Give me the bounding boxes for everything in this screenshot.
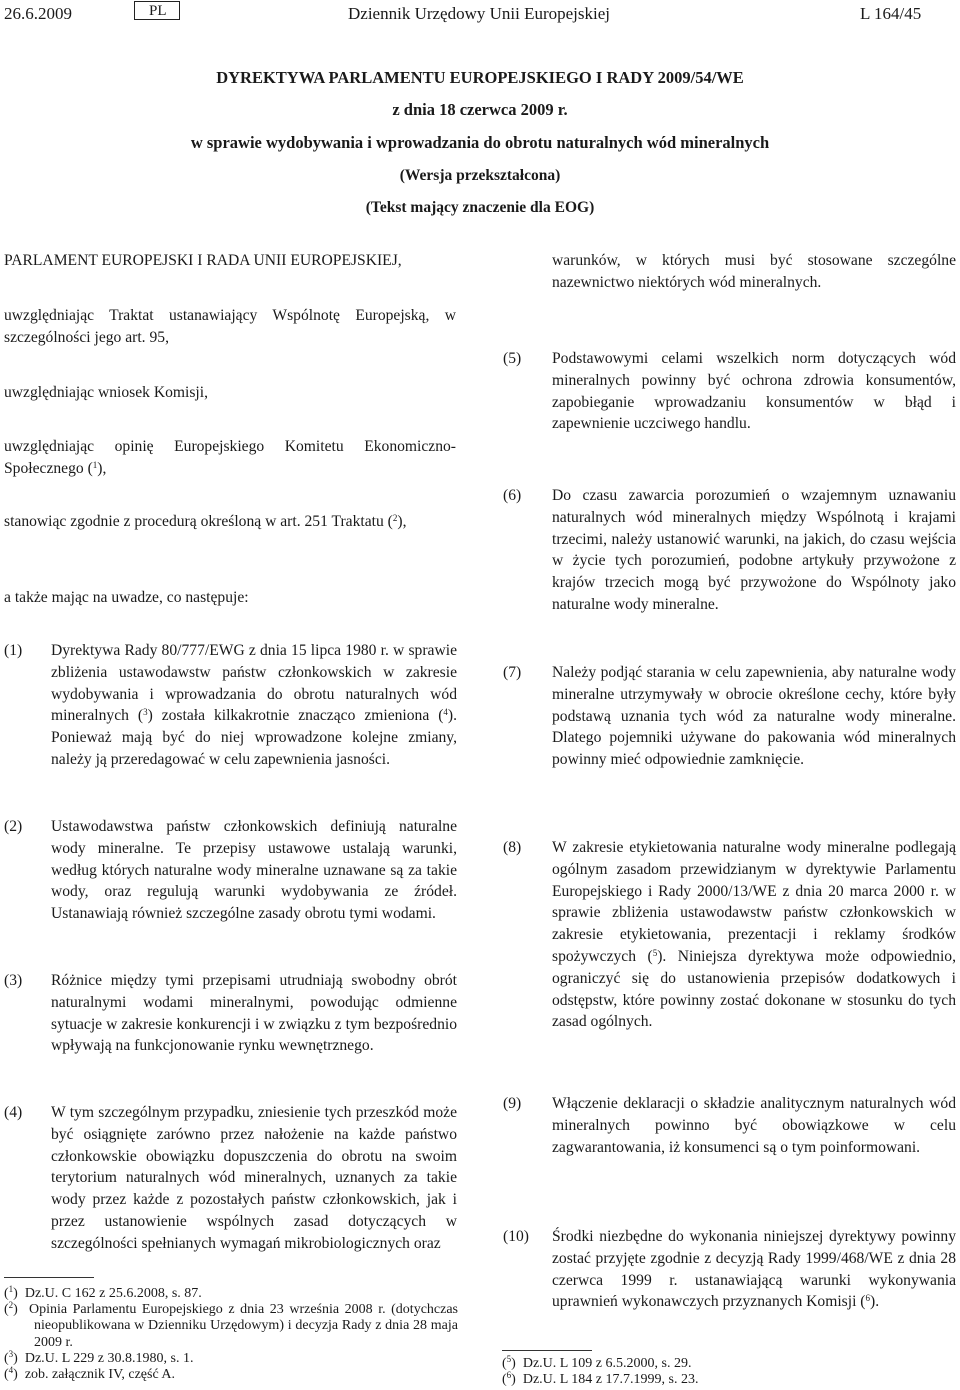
recital-continuation: warunków, w których musi być stosowane szczególne nazewnictwo niektórych wód mineralnych. xyxy=(552,252,956,291)
eea-note: (Tekst mający znaczenie dla EOG) xyxy=(365,199,595,216)
preamble-treaty: uwzględniając Traktat ustanawiający Wspólnotę Europejską, w szczególności jego art. 95, xyxy=(4,307,456,346)
directive-title: DYREKTYWA PARLAMENTU EUROPEJSKIEGO I RADY 2009/54/WE xyxy=(216,68,744,87)
recital-text: Do czasu zawarcia porozumień o wzajemnym uznawaniu naturalnych wód mineralnych między Wspólnotą i krajami trzecimi, należy ustanowić warunki, na jakich, do czasu wejścia w życie tych porozumień, podobne artykuły przywożone z krajów trzecich mogą być przywożone do Wspólnoty jako naturalne wody mineralne. xyxy=(552,487,956,613)
recital-text: W tym szczególnym przypadku, zniesienie tych przeszkód może być osiągnięte zarówno przez nałożenie na każde państwo członkowskie obowiązku dopuszczenia do obrotu na swoim terytorium naturalnych wód mineralnych, uznanych za takie wody przez każde z pozostałych państw członkowskich, jak i przez ustanowienie wspólnych zasad dotyczących w szczególności spełnianych wymagań mikrobiologicznych oraz xyxy=(51,1104,457,1252)
preamble-ecosoc: uwzględniając opinię Europejskiego Komitetu Ekonomiczno-Społecznego ($^1$), xyxy=(4,438,456,477)
footnote-ref[interactable]: 5 xyxy=(652,947,658,958)
footnote: ($^2$) Opinia Parlamentu Europejskiego z dnia 23 września 2008 r. (dotychczas nieopublikowana w Dzienniku Urzędowym) i decyzja Rady z dnia 28 maja 2009 r. xyxy=(4,1300,458,1350)
directive-subject: w sprawie wydobywania i wprowadzania do obrotu naturalnych wód mineralnych xyxy=(190,133,770,152)
footnote: ($^6$) Dz.U. L 184 z 17.7.1999, s. 23. xyxy=(502,1370,699,1388)
journal-title: Dziennik Urzędowy Unii Europejskiej xyxy=(348,4,611,23)
header-date: 26.6.2009 xyxy=(4,4,72,23)
footnote-ref[interactable]: 3 xyxy=(143,707,148,718)
recital-number: (9) xyxy=(503,1095,522,1112)
recital-number: (5) xyxy=(503,350,522,367)
recital-number: (3) xyxy=(4,972,23,989)
recital-number: (6) xyxy=(503,487,522,504)
recital-number: (7) xyxy=(503,664,522,681)
recital-text: Podstawowymi celami wszelkich norm dotyczących wód mineralnych powinny być ochrona zdrowia konsumentów, zapobieganie wprowadzaniu konsumentów w błąd i zapewnienie uczciwego handlu. xyxy=(552,350,956,433)
page-reference: L 164/45 xyxy=(860,4,922,23)
directive-date: z dnia 18 czerwca 2009 r. xyxy=(392,100,568,119)
recital-text: Ustawodawstwa państw członkowskich definiują naturalne wody mineralne. Te przepisy ustawowe ustalają warunki, według których naturalne wody mineralne uznawane są za takie wody, oraz regulują warunki wydobywania ze źródeł. Ustanawiają również szczególne zasady obrotu tymi wodami. xyxy=(51,818,457,923)
recital-number: (2) xyxy=(4,818,23,835)
language-badge: PL xyxy=(134,1,180,20)
recital-text: Należy podjąć starania w celu zapewnienia, aby naturalne wody mineralne utrzymywały w obrocie określone cechy, które były podstawą uznania tych wód za naturalne wody mineralne. Dlatego pojemniki używane do pakowania wód mineralnych powinny mieć odpowiednie zamknięcie. xyxy=(552,664,956,769)
recital-text: W zakresie etykietowania naturalne wody mineralne podlegają ogólnym zasadom przewidzianym w dyrektywie Parlamentu Europejskiego i Rady 2000/13/WE z dnia 20 marca 2000 r. w sprawie zbliżenia ustawodawstw państw członkowskich w zakresie etykietowania, prezentacji i reklamy środków spożywczych ($^5$). Niniejsza dyrektywa może odpowiednio, ograniczyć się do ustanowienia przepisów dodatkowych i odstępstw, które powinny zostać dokonane w stosunku do tych zasad ogólnych. xyxy=(552,839,957,1031)
preamble-whereas: a także mając na uwadze, co następuje: xyxy=(4,589,249,606)
recital-text: Dyrektywa Rady 80/777/EWG z dnia 15 lipca 1980 r. w sprawie zbliżenia ustawodawstw państw członkowskich w zakresie wydobywania i wprowadzania do obrotu naturalnych wód mineralnych ($^3$) została kilkakrotnie znacząco zmieniona ($^4$). Ponieważ mają być do niej wprowadzone kolejne zmiany, należy ją przeredagować w celu zapewnienia jasności. xyxy=(51,642,457,768)
footnote-ref[interactable]: 6 xyxy=(865,1293,871,1304)
footnote-separator xyxy=(502,1350,592,1351)
footnote: ($^5$) Dz.U. L 109 z 6.5.2000, s. 29. xyxy=(502,1354,692,1371)
version-note: (Wersja przekształcona) xyxy=(399,167,561,184)
recital-number: (10) xyxy=(503,1228,529,1245)
footnote-ref[interactable]: 4 xyxy=(443,707,448,718)
footnotes-left xyxy=(4,1286,458,1383)
footnote-separator xyxy=(4,1277,94,1278)
footnote: ($^4$) zob. załącznik IV, część A. xyxy=(4,1365,176,1383)
recital-text: Włączenie deklaracji o składzie analitycznym naturalnych wód mineralnych powinno być obowiązkowe w celu zagwarantowania, iż konsumenci są o tym poinformowani. xyxy=(552,1095,956,1156)
footnote-ref[interactable]: 2 xyxy=(392,513,398,523)
recital-number: (1) xyxy=(4,642,23,659)
recital-text: Różnice między tymi przepisami utrudniają swobodny obrót naturalnymi wodami mineralnymi, powodując odmienne sytuacje w zakresie konkurencji i w związku z tym bezpośrednio wpływają na funkcjonowanie rynku wewnętrznego. xyxy=(51,972,457,1055)
recital-text: Środki niezbędne do wykonania niniejszej dyrektywy powinny zostać przyjęte zgodnie z decyzją Rady 1999/468/WE z dnia 28 czerwca 1999 r. ustanawiającą warunki wykonywania uprawnień wykonawczych przyznanych Komisji ($^6$). xyxy=(552,1228,956,1311)
recital-number: (8) xyxy=(503,839,522,856)
footnote-ref[interactable]: 1 xyxy=(92,459,98,470)
preamble-institutions: PARLAMENT EUROPEJSKI I RADA UNII EUROPEJSKIEJ, xyxy=(4,252,402,269)
footnote: ($^1$) Dz.U. C 162 z 25.6.2008, s. 87. xyxy=(4,1284,202,1301)
footnotes-right xyxy=(502,1356,956,1388)
recital-number: (4) xyxy=(4,1104,23,1121)
preamble-procedure: stanowiąc zgodnie z procedurą określoną w art. 251 Traktatu ($^2$), xyxy=(4,513,407,530)
preamble-proposal: uwzględniając wniosek Komisji, xyxy=(4,384,208,401)
footnote: ($^3$) Dz.U. L 229 z 30.8.1980, s. 1. xyxy=(4,1348,194,1366)
